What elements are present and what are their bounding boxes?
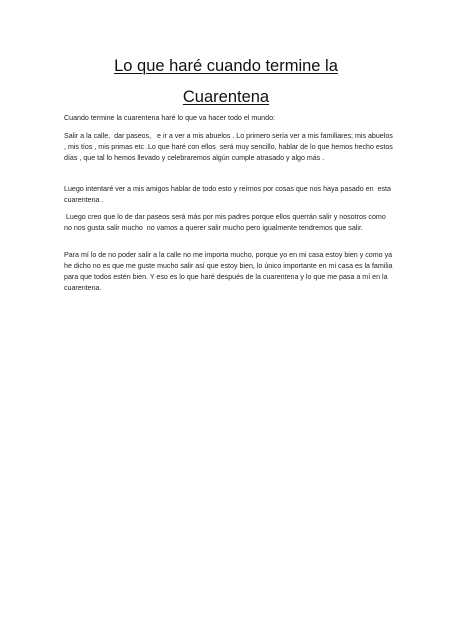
title-line-1-text: Lo que haré cuando termine la [114,57,338,75]
paragraph-conclusion: Para mí lo de no poder salir a la calle no me importa mucho, porque yo en mi casa estoy bien y como ya he dicho no es que me guste mucho salir así que estoy bien, lo único importante en mi casa es la familia para que todos estén bien. Y eso es lo que haré después de la cuarentena y lo que me pasa a mí en la cuarentena. [64,251,395,292]
title-line-1 [0,56,452,76]
title-line-2 [0,87,452,107]
paragraph-friends: Luego intentaré ver a mis amigos hablar de todo esto y reírnos por cosas que nos haya pasado en esta cuarentena . [64,185,393,204]
paragraph-family: Salir a la calle, dar paseos, e ir a ver a mis abuelos . Lo primero sería ver a mis familiares; mis abuelos , mis tíos , mis primas etc .Lo que haré con ellos será muy sencillo, hablar de lo que hemos hecho estos días , que tal lo hemos llevado y celebraremos algún cumple atrasado y algo más . [64,132,395,162]
title-line-2-text: Cuarentena [182,88,270,106]
paragraph-intro: Cuando termine la cuarentena haré lo que va hacer todo el mundo: [64,114,275,122]
paragraph-walks: Luego creo que lo de dar paseos será más por mis padres porque ellos querrán salir y nosotros como no nos gusta salir mucho no vamos a querer salir mucho pero igualmente tendremos que salir. [64,213,388,232]
